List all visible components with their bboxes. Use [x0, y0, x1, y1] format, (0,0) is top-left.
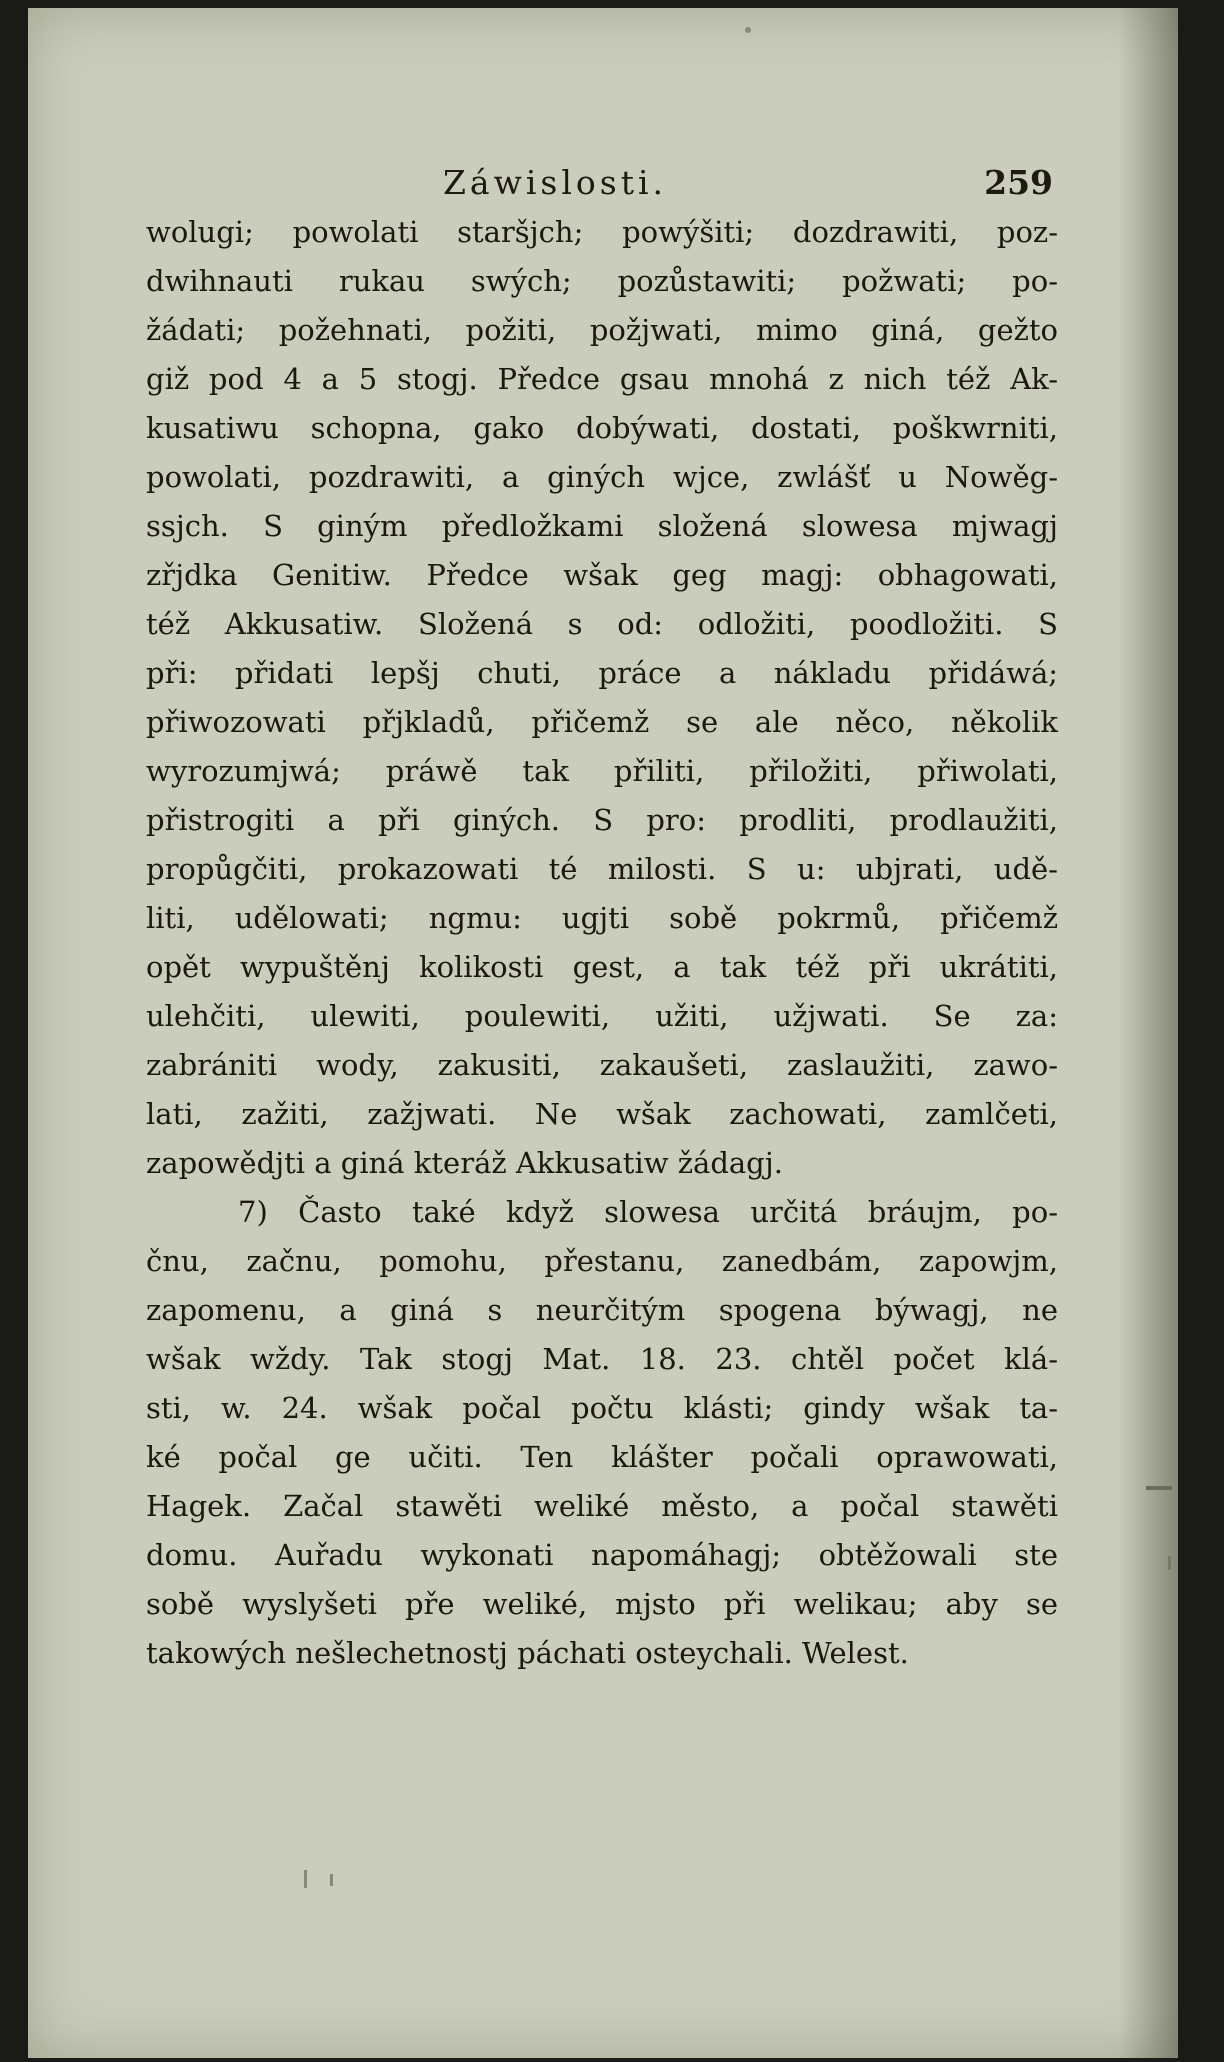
text-line: powolati, pozdrawiti, a giných wjce, zwlášť u Nowěg-	[146, 460, 1058, 494]
paper-speck	[304, 1870, 307, 1888]
text-line: liti, udělowati; ngmu: ugjti sobě pokrmů, přičemž	[146, 901, 1058, 935]
text-line: lati, zažiti, zažjwati. Ne wšak zachowati, zamlčeti,	[146, 1097, 1058, 1131]
text-line: giž pod 4 a 5 stogj. Předce gsau mnohá z nich též Ak-	[146, 362, 1058, 396]
book-page	[28, 8, 1178, 2058]
text-line: sti, w. 24. wšak počal počtu klásti; gindy wšak ta-	[146, 1391, 1058, 1425]
paper-speck	[1168, 1556, 1171, 1570]
text-line: sobě wyslyšeti pře weliké, mjsto při welikau; aby se	[146, 1587, 1058, 1621]
paper-specks	[28, 8, 1178, 2058]
text-line: 7) Často také když slowesa určitá bráujm, po-	[238, 1195, 1058, 1229]
text-line: zapomenu, a giná s neurčitým spogena býwagj, ne	[146, 1293, 1058, 1327]
text-line: wyrozumjwá; práwě tak přiliti, přiložiti, přiwolati,	[146, 754, 1058, 788]
text-line: wolugi; powolati staršjch; powýšiti; dozdrawiti, poz-	[146, 215, 1058, 249]
text-line: zabrániti wody, zakusiti, zakaušeti, zaslaužiti, zawo-	[146, 1048, 1058, 1082]
text-line: dwihnauti rukau swých; pozůstawiti; požwati; po-	[146, 264, 1058, 298]
text-line: opět wypuštěnj kolikosti gest, a tak též při ukrátiti,	[146, 950, 1058, 984]
text-line: přistrogiti a při giných. S pro: prodliti, prodlaužiti,	[146, 803, 1058, 837]
text-line: propůgčiti, prokazowati té milosti. S u: ubjrati, udě-	[146, 852, 1058, 886]
text-line: wšak wždy. Tak stogj Mat. 18. 23. chtěl počet klá-	[146, 1342, 1058, 1376]
text-line: přiwozowati přjkladů, přičemž se ale něco, několik	[146, 705, 1058, 739]
paper-speck	[330, 1874, 333, 1886]
text-line: ssjch. S giným předložkami složená slowesa mjwagj	[146, 509, 1058, 543]
text-line: zapowědjti a giná kteráž Akkusatiw žádagj.	[146, 1146, 783, 1180]
text-line: zřjdka Genitiw. Předce wšak geg magj: obhagowati,	[146, 558, 1058, 592]
text-line: Hagek. Začal stawěti weliké město, a počal stawěti	[146, 1489, 1058, 1523]
text-line: při: přidati lepšj chuti, práce a nákladu přidáwá;	[146, 656, 1058, 690]
text-line: kusatiwu schopna, gako dobýwati, dostati, poškwrniti,	[146, 411, 1058, 445]
paper-speck	[745, 27, 751, 33]
text-line: ulehčiti, ulewiti, poulewiti, užiti, užjwati. Se za:	[146, 999, 1058, 1033]
page-number: 259	[984, 163, 1053, 202]
paper-speck	[1146, 1486, 1172, 1490]
text-line: též Akkusatiw. Složená s od: odložiti, poodložiti. S	[146, 607, 1058, 641]
text-line: žádati; požehnati, požiti, požjwati, mimo giná, gežto	[146, 313, 1058, 347]
running-head-title: Záwislosti.	[443, 163, 668, 202]
text-line: domu. Auřadu wykonati napomáhagj; obtěžowali ste	[146, 1538, 1058, 1572]
text-line: čnu, začnu, pomohu, přestanu, zanedbám, zapowjm,	[146, 1244, 1058, 1278]
text-line: takowých nešlechetnostj páchati osteychali. Welest.	[146, 1636, 909, 1670]
text-line: ké počal ge učiti. Ten klášter počali oprawowati,	[146, 1440, 1058, 1474]
